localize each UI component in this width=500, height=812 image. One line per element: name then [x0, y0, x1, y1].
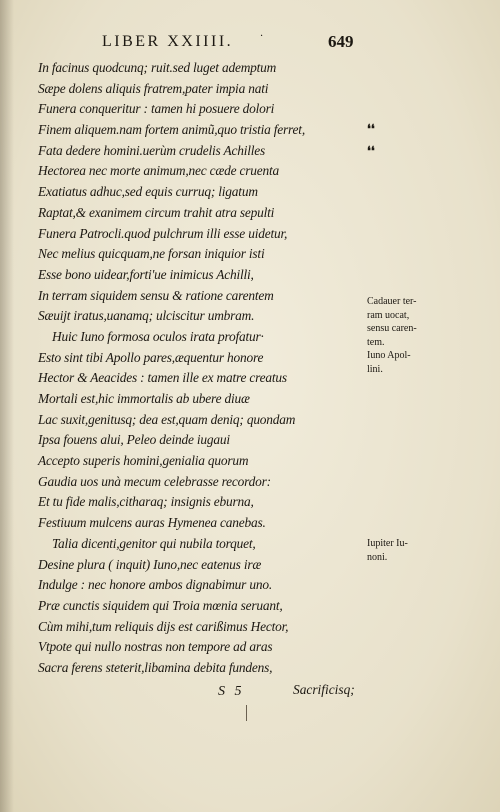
- verse-line: Funera Patrocli.quod pulchrum illi esse uidetur,: [38, 225, 288, 241]
- verse-line: Cùm mihi,tum reliquis dijs est carißimus Hector,: [38, 618, 289, 634]
- verse-line: Esto sint tibi Apollo pares,æquentur honore: [38, 349, 264, 365]
- verse-line: Accepto superis homini,genialia quorum: [38, 453, 249, 469]
- gloss-line: Iuno Apol-: [367, 350, 411, 361]
- verse-line: Indulge : nec honore ambos dignabimur uno.: [38, 577, 272, 593]
- marginal-gloss: [367, 537, 445, 564]
- verse-line: Ipsa fouens alui, Peleo deinde iugaui: [38, 432, 230, 448]
- verse-line: Desine plura ( inquit) Iuno,nec eatenus iræ: [38, 556, 262, 572]
- gloss-line: Cadauer ter-: [367, 296, 417, 307]
- verse-line: Huic Iuno formosa oculos irata profatur·: [52, 328, 264, 344]
- verse-line: Sæpe dolens aliquis fratrem,pater impia nati: [38, 80, 269, 96]
- verse-block: [38, 58, 360, 679]
- verse-line: Gaudia uos unà mecum celebrasse recordor:: [38, 473, 271, 489]
- verse-line: Raptat,& exanimem circum trahit atra sepulti: [38, 204, 275, 220]
- folio-number: 649: [328, 32, 354, 51]
- running-head: LIBER XXIIII.: [102, 33, 234, 50]
- verse-line: Finem aliquem.nam fortem animũ,quo tristia ferret,: [38, 122, 305, 138]
- verse-line: Esse bono uidear,forti'ue inimicus Achilli,: [38, 266, 254, 282]
- verse-line: Sacra ferens steterit,libamina debita fundens,: [38, 659, 273, 675]
- verse-line: Fata dedere homini.uerùm crudelis Achilles: [38, 142, 266, 158]
- verse-line: Hector & Aeacides : tamen ille ex matre creatus: [38, 370, 287, 386]
- gloss-line: ram uocat,: [367, 309, 410, 321]
- signature-mark: S 5: [218, 684, 245, 699]
- verse-line: Talia dicenti,genitor qui nubila torquet,: [52, 535, 256, 551]
- verse-line: Præ cunctis siquidem qui Troia mœnia seruant,: [38, 597, 283, 613]
- quote-mark: ❛❛: [367, 144, 375, 158]
- quote-mark: ❛❛: [367, 122, 375, 136]
- verse-line: Sæuijt iratus,uanamq; ulciscitur umbram.: [38, 308, 255, 324]
- gloss-line: tem.: [367, 336, 385, 348]
- verse-line: Exatiatus adhuc,sed equis curruq; ligatum: [38, 184, 258, 200]
- verse-line: Vtpote qui nullo nostras non tempore ad aras: [38, 639, 273, 655]
- verse-line: Mortali est,hic immortalis ab ubere diuæ: [38, 391, 250, 406]
- marginal-quote-marks: [367, 118, 387, 162]
- catchword: Sacrificisq;: [293, 682, 355, 697]
- verse-line: Hectorea nec morte animum,nec cæde cruenta: [38, 163, 279, 179]
- verse-line: In terram siquidem sensu & ratione carentem: [38, 287, 274, 303]
- gutter-shadow: [0, 0, 14, 812]
- marginal-gloss: [367, 295, 445, 376]
- gloss-line: sensu caren-: [367, 323, 417, 334]
- verse-line: In facinus quodcunq; ruit.sed luget ademptum: [38, 60, 277, 75]
- gloss-line: Iupiter Iu-: [367, 538, 408, 549]
- verse-line: Festiuum mulcens auras Hymenea canebas.: [38, 515, 266, 531]
- verse-line: Funera conqueritur : tamen hi posuere dolori: [38, 101, 275, 117]
- spine-mark: [246, 705, 247, 721]
- verse-line: Nec melius quicquam,ne forsan iniquior isti: [38, 246, 265, 262]
- header-mark: ·: [260, 31, 264, 42]
- verse-line: Lac suxit,genitusq; dea est,quam deniq; quondam: [38, 411, 296, 427]
- verse-line: Et tu fide malis,citharaq; insignis eburna,: [38, 494, 254, 510]
- page-header: [100, 33, 380, 53]
- gloss-line: lini.: [367, 363, 383, 375]
- gloss-line: noni.: [367, 551, 388, 563]
